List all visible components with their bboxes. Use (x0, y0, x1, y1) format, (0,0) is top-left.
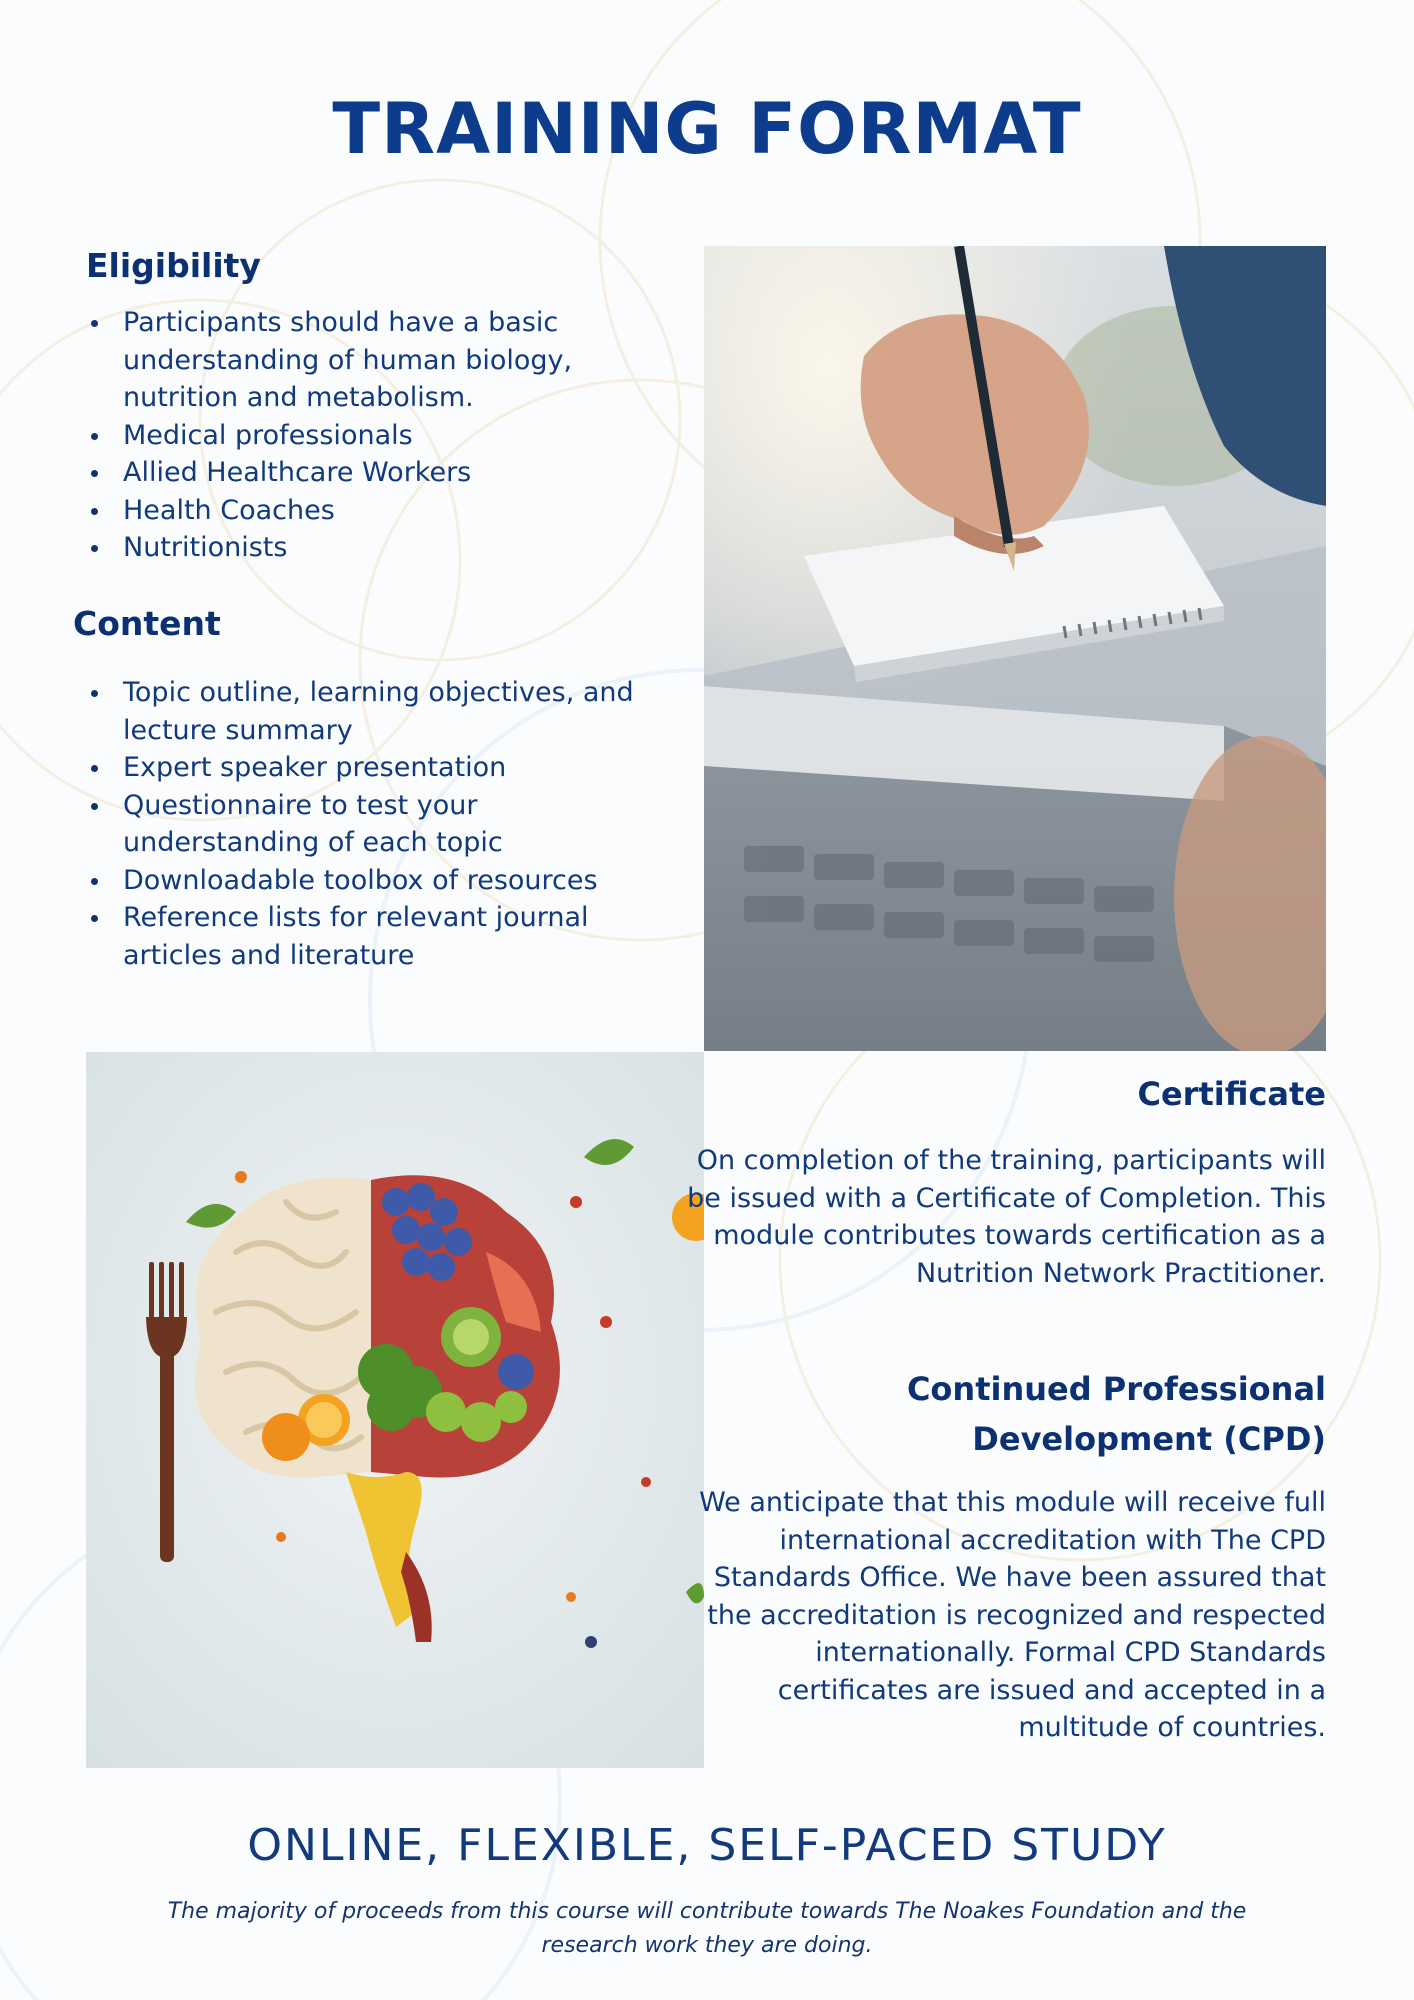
content-list (73, 674, 673, 974)
brain-food-photo (86, 1052, 704, 1768)
list-item: Medical professionals (73, 417, 633, 455)
list-item: Expert speaker presentation (73, 749, 673, 787)
tagline: ONLINE, FLEXIBLE, SELF-PACED STUDY (247, 1820, 1167, 1871)
footnote: The majority of proceeds from this course will contribute towards The Noakes Foundation and the research work they are doing. (167, 1899, 1247, 1958)
cpd-text: We anticipate that this module will receive full international accreditation with The CPD Standards Office. We have been assured that the accreditation is recognized and respected internationally. Formal CPD Standards certificates are issued and accepted in a multitude of countries. (699, 1487, 1326, 1743)
list-item: Allied Healthcare Workers (73, 454, 633, 492)
list-item: Topic outline, learning objectives, and lecture summary (73, 674, 673, 749)
list-item: Health Coaches (73, 492, 633, 530)
eligibility-heading: Eligibility (86, 246, 261, 285)
certificate-text: On completion of the training, participants will be issued with a Certificate of Completion. This module contributes towards certification as a Nutrition Network Practitioner. (687, 1145, 1326, 1289)
eligibility-list (73, 304, 633, 567)
list-item: Participants should have a basic understanding of human biology, nutrition and metabolism. (73, 304, 633, 417)
content-heading: Content (73, 604, 221, 643)
list-item: Downloadable toolbox of resources (73, 862, 673, 900)
page-title: TRAINING FORMAT (332, 88, 1082, 170)
hand-writing-photo (704, 246, 1326, 1051)
list-item: Nutritionists (73, 529, 633, 567)
cpd-heading: Continued Professional Development (CPD) (906, 1370, 1326, 1458)
certificate-heading: Certificate (1137, 1075, 1326, 1113)
list-item: Reference lists for relevant journal articles and literature (73, 899, 673, 974)
list-item: Questionnaire to test your understanding of each topic (73, 787, 673, 862)
